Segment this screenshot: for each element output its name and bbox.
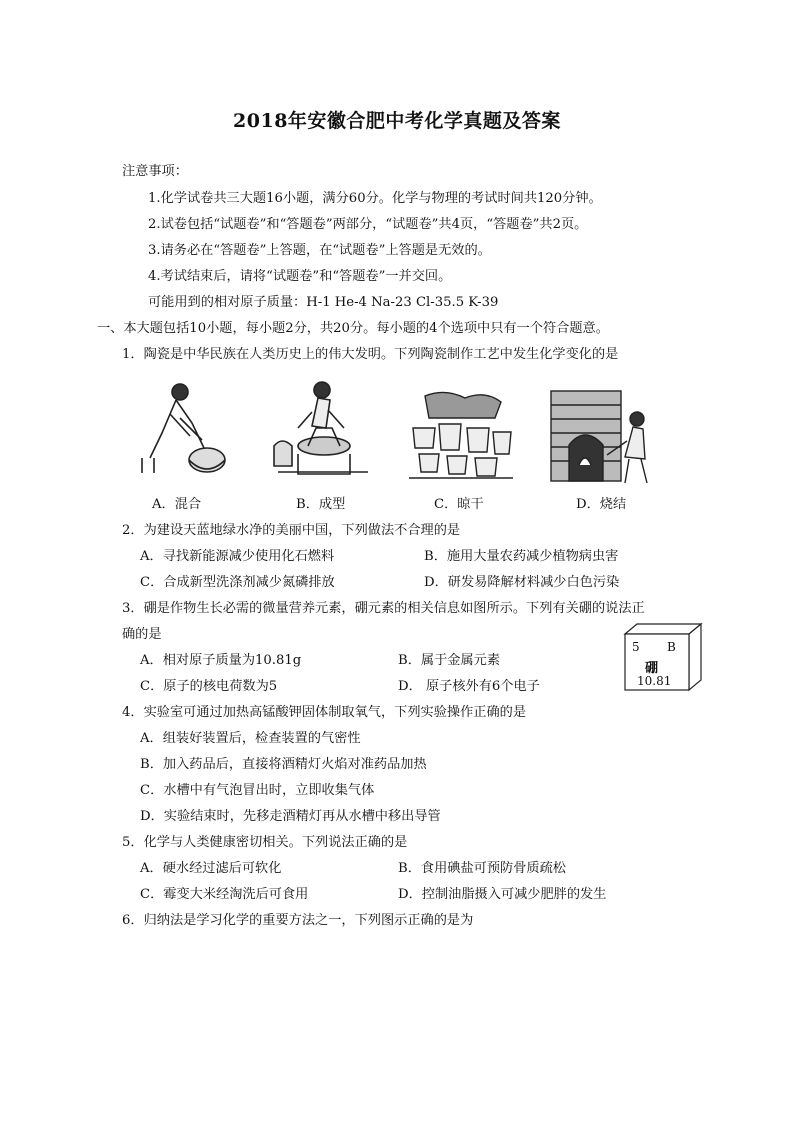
q1-image-drying (405, 388, 517, 480)
q3-stem-line-2: 确的是 (122, 627, 162, 642)
q2-option-d: D．研发易降解材料减少白色污染 (424, 575, 620, 590)
section-1-heading: 一、本大题包括10小题，每小题2分，共20分。每小题的4个选项中只有一个符合题意。 (97, 321, 609, 336)
q4-option-b: B．加入药品后，直接将酒精灯火焰对准药品加热 (140, 757, 427, 772)
q1-image-mixing (132, 378, 232, 478)
notice-item-4: 4.考试结束后，请将“试题卷”和“答题卷”一并交回。 (148, 269, 452, 284)
boron-atomic-number: 5 (632, 640, 640, 654)
boron-symbol: B (667, 640, 676, 654)
q2-stem: 2．为建设天蓝地绿水净的美丽中国，下列做法不合理的是 (122, 523, 461, 538)
atomic-mass-line: 可能用到的相对原子质量：H-1 He-4 Na-23 Cl-35.5 K-39 (148, 295, 499, 310)
notice-item-3: 3.请务必在“答题卷”上答题，在“试题卷”上答题是无效的。 (148, 243, 491, 258)
q5-option-c: C．霉变大米经淘洗后可食用 (140, 887, 309, 902)
q1-option-a: A．混合 (152, 497, 202, 512)
q4-option-d: D．实验结束时，先移走酒精灯再从水槽中移出导管 (140, 809, 441, 824)
notice-heading: 注意事项： (122, 164, 188, 179)
notice-item-1: 1.化学试卷共三大题16小题，满分60分。化学与物理的考试时间共120分钟。 (148, 191, 602, 206)
q3-stem-line-1: 3．硼是作物生长必需的微量营养元素，硼元素的相关信息如图所示。下列有关硼的说法正 (122, 601, 645, 616)
q2-option-b: B．施用大量农药减少植物病虫害 (424, 549, 619, 564)
q3-option-a: A．相对原子质量为10.81g (140, 653, 302, 668)
q2-option-c: C．合成新型洗涤剂减少氮磷排放 (140, 575, 335, 590)
q4-option-c: C．水槽中有气泡冒出时，立即收集气体 (140, 783, 375, 798)
q5-stem: 5．化学与人类健康密切相关。下列说法正确的是 (122, 835, 408, 850)
q1-option-c: C．晾干 (434, 497, 484, 512)
q1-option-b: B．成型 (296, 497, 346, 512)
boron-element-card (623, 622, 703, 692)
q4-stem: 4．实验室可通过加热高锰酸钾固体制取氧气，下列实验操作正确的是 (122, 705, 527, 720)
q5-option-d: D．控制油脂摄入可减少肥胖的发生 (398, 887, 607, 902)
q3-option-c: C．原子的核电荷数为5 (140, 679, 278, 694)
q1-option-d: D．烧结 (576, 497, 627, 512)
boron-name: 硼 (645, 661, 659, 676)
q1-stem: 1．陶瓷是中华民族在人类历史上的伟大发明。下列陶瓷制作工艺中发生化学变化的是 (122, 347, 619, 362)
q5-option-b: B．食用碘盐可预防骨质疏松 (398, 861, 566, 876)
q3-option-d: D． 原子核外有6个电子 (398, 679, 540, 694)
q2-option-a: A．寻找新能源减少使用化石燃料 (140, 549, 335, 564)
q1-image-sintering (545, 385, 660, 487)
q5-option-a: A．硬水经过滤后可软化 (140, 861, 282, 876)
page-title: 2018年安徽合肥中考化学真题及答案 (233, 110, 561, 132)
q4-option-a: A．组装好装置后，检查装置的气密性 (140, 731, 361, 746)
q6-stem: 6．归纳法是学习化学的重要方法之一，下列图示正确的是为 (122, 913, 474, 928)
boron-atomic-mass: 10.81 (637, 674, 672, 688)
q1-image-forming (268, 376, 380, 480)
q3-option-b: B．属于金属元素 (398, 653, 501, 668)
notice-item-2: 2.试卷包括“试题卷”和“答题卷”两部分，“试题卷”共4页，“答题卷”共2页。 (148, 217, 588, 232)
